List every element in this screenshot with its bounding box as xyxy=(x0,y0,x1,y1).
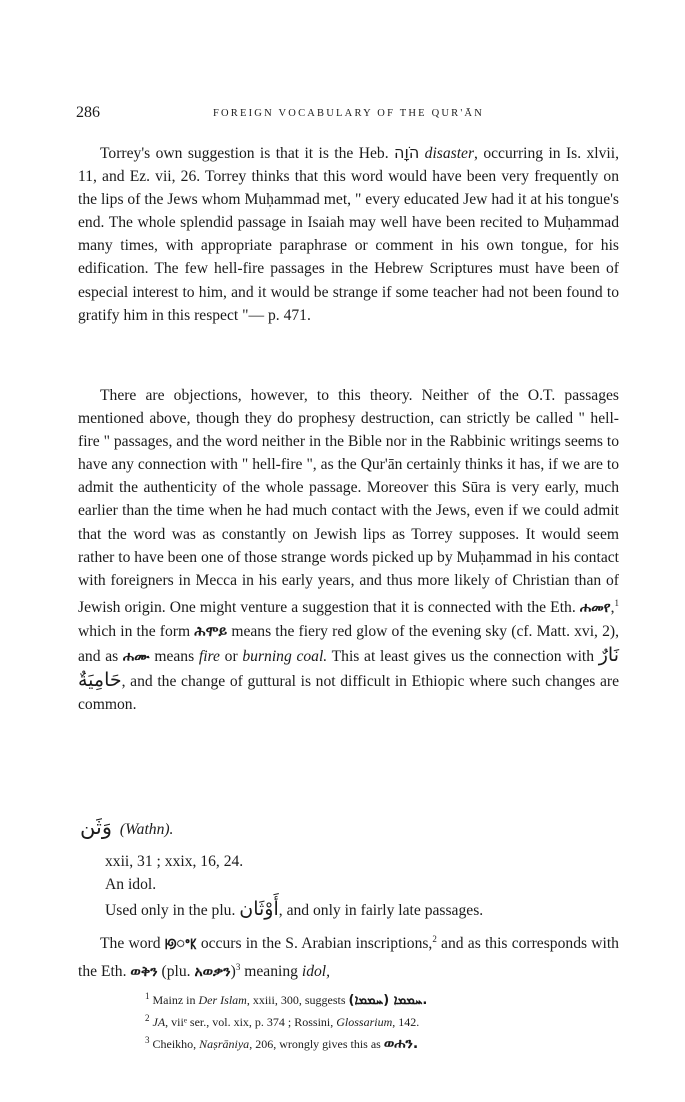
paragraph-torrey-suggestion: Torrey's own suggestion is that it is the Heb. הֹוָה disaster, occurring in Is. xlvii, 11, and Ez. vii, 26. Torrey thinks that this word would have been very frequently on the lips of the Jews whom Muḥammad met, " every educated Jew had it at his tongue's end. The whole splendid passage in Isaiah may well have been recited to Muḥammad many times, with appropriate paraphrase or comment in his own tongue, for his edification. The few hell-fire passages in the Hebrew Scriptures must have been of especial interest to him, and it would be strange if some teacher had not been found to gratify him in this respect "— p. 471. xyxy=(78,143,619,324)
syriac-word: (ܚܡܡܐ) ܚܡܡܐ. xyxy=(348,993,428,1008)
paragraph-objections: There are objections, however, to this theory. Neither of the O.T. passages mentioned above, though they do prophesy destruction, can strictly be called " hell-fire " passages, and the word neither in the Bible nor in the Rabbinic writings seems to have any connection with " hell-fire ", as the Qur'ān certainly thinks it has, if we are to admit the authenticity of the whole passage. Moreover this Sūra is very early, much earlier than the time when he had much contact with the Jews, even if we could admit that the word was as constantly on Jewish lips as Torrey supposes. It would seem rather to have been one of those strange words picked up by Muḥammad in his contact with foreigners in Mecca in his early years, and thus more likely of Christian than of Jewish origin. One might venture a suggestion that it is connected with the Eth. ሐመየ,$^1$ which in the form ሕሞይ means the fiery red glow of the evening sky (cf. Matt. xvi, 2), and as ሐሙ means fire or burning coal. This at least gives us the connection with نَارٌ حَامِيَةٌ, and the change of guttural is not difficult in Ethiopic where such changes are common. xyxy=(78,387,620,714)
running-head: FOREIGN VOCABULARY OF THE QUR'ĀN xyxy=(212,108,485,119)
arabic-plural: أَوْثَان xyxy=(239,898,279,920)
entry-references: xxii, 31 ; xxix, 16, 24. xyxy=(105,853,244,870)
ethiopic-word: ወሐን. xyxy=(383,1036,419,1052)
ethiopic-word: ሕሞይ xyxy=(194,624,228,641)
hebrew-word: הֹוָה xyxy=(394,143,420,162)
footnote-ref: 2 xyxy=(432,934,437,944)
south-arabian-word: ꡟꢀꡡ xyxy=(164,936,197,953)
entry-meaning: An idol. xyxy=(105,876,157,893)
entry-usage: Used only in the plu. أَوْثَان, and only in fairly late passages. xyxy=(105,898,484,920)
ethiopic-word: ወቅን xyxy=(130,964,158,981)
transliteration: (Wathn). xyxy=(119,821,174,838)
page-number: 286 xyxy=(76,104,100,121)
footnote-ref: 3 xyxy=(235,962,241,973)
footnote-1: $^1$ Mainz in Der Islam, xxiii, 300, suggests (ܚܡܡܐ) ܚܡܡܐ. xyxy=(145,991,428,1008)
paragraph-south-arabian: The word ꡟꢀꡡ occurs in the S. Arabian inscriptions,$^2$ and as this corresponds with the Eth. ወቅን (plu. አወቃን)$^3$ meaning idol, xyxy=(78,934,619,981)
ethiopic-word: ሐመየ xyxy=(579,600,611,617)
ethiopic-word: ሐሙ xyxy=(122,649,150,666)
footnote-ref: 1 xyxy=(614,597,619,608)
arabic-phrase: نَارٌ حَامِيَةٌ xyxy=(78,644,619,692)
entry-heading xyxy=(80,815,173,839)
arabic-headword: وَثَن xyxy=(80,815,112,839)
ethiopic-word: አወቃን xyxy=(194,964,231,981)
footnote-2: $^2$ JA, viiᵉ ser., vol. xix, p. 374 ; Rossini, Glossarium, 142. xyxy=(145,1013,420,1029)
page-header xyxy=(76,104,621,122)
footnote-3: $^3$ Cheikho, Naṣrāniya, 206, wrongly gives this as ወሐን. xyxy=(145,1035,419,1052)
